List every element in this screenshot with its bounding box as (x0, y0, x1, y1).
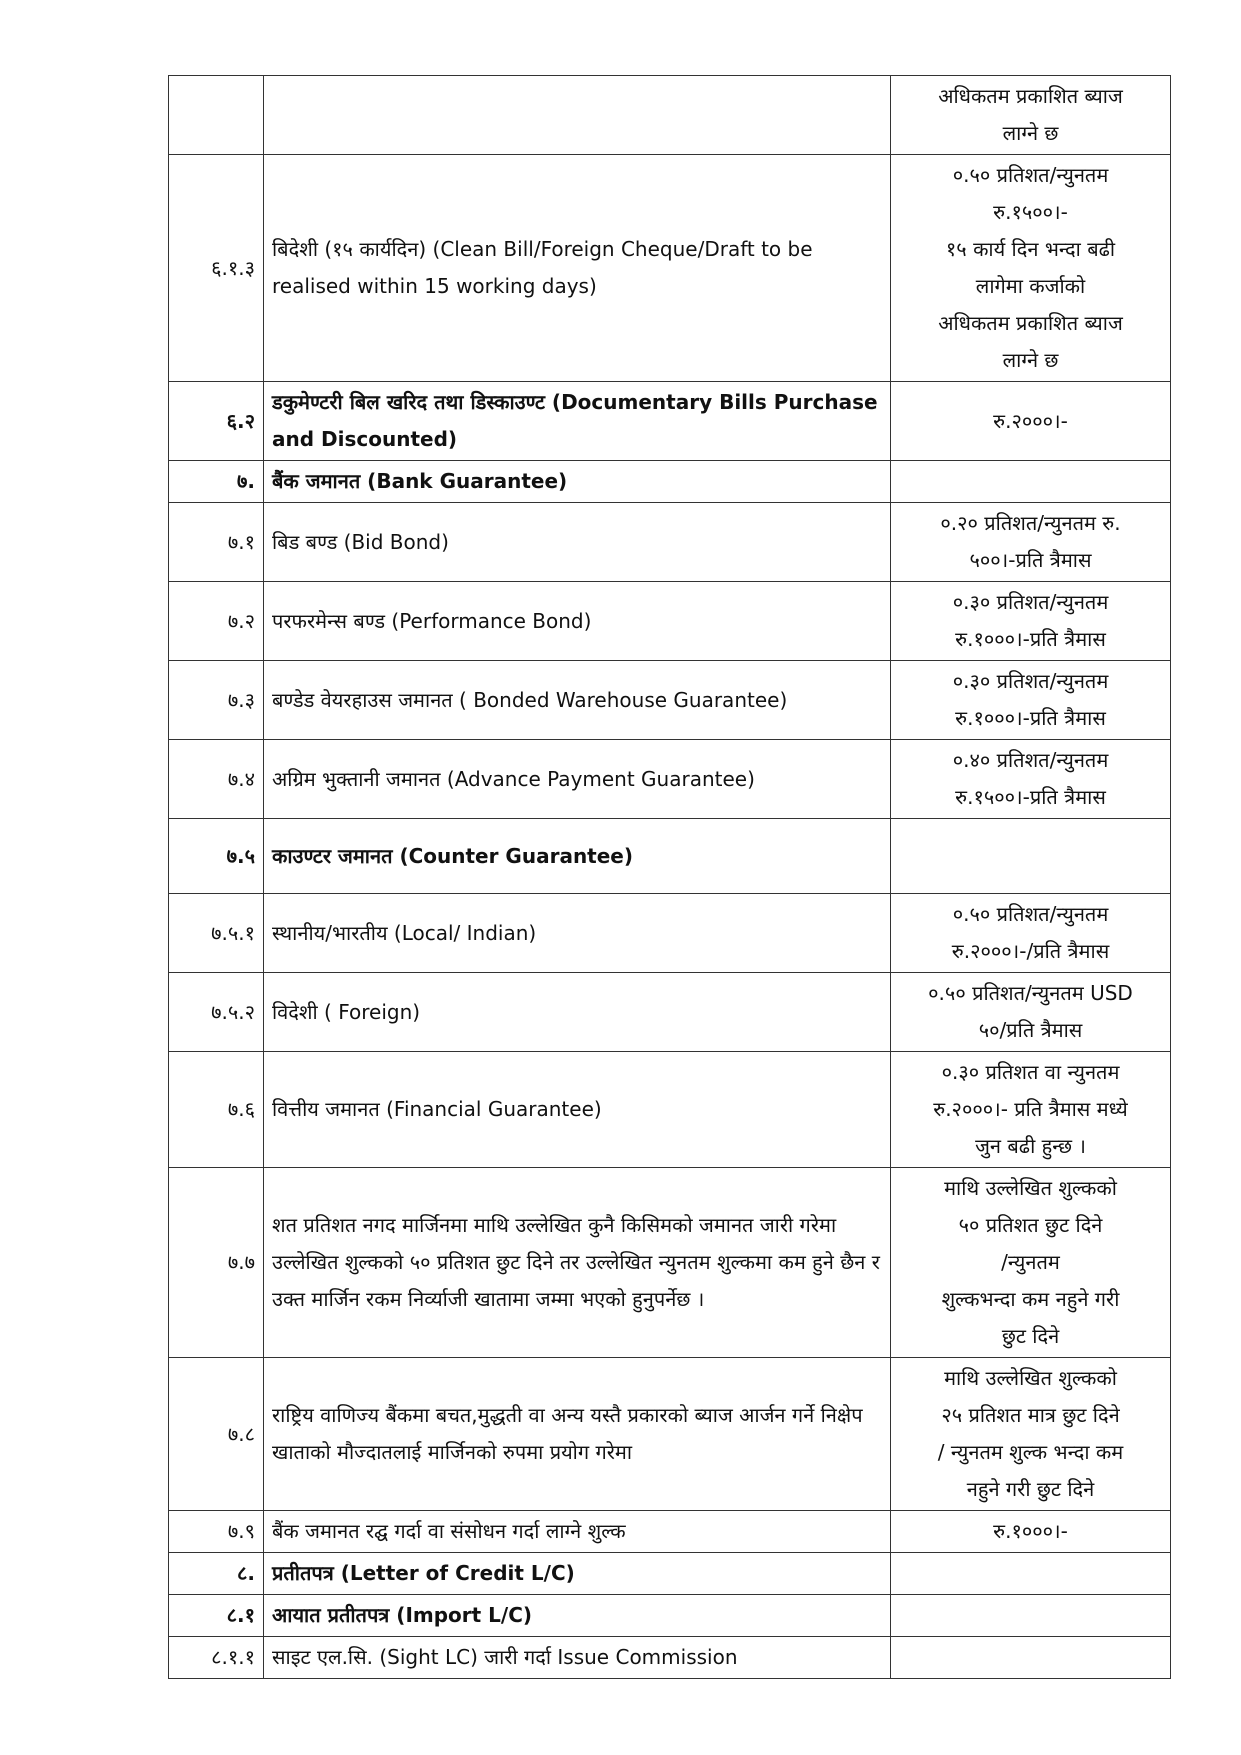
row-description: साइट एल.सि. (Sight LC) जारी गर्दा Issue Commission (264, 1637, 891, 1679)
table-row (169, 1052, 1171, 1168)
row-number: ७.६ (169, 1052, 264, 1168)
table-row (169, 582, 1171, 661)
table-row (169, 1553, 1171, 1595)
table-row (169, 1168, 1171, 1358)
fee-line: रु.२०००।- (993, 408, 1068, 433)
row-description: अग्रिम भुक्तानी जमानत (Advance Payment Guarantee) (264, 740, 891, 819)
row-number: ७.५.२ (169, 973, 264, 1052)
fee-line: रु.२०००।- प्रति त्रैमास मध्ये (933, 1097, 1128, 1121)
fee-line: २५ प्रतिशत मात्र छुट दिने (941, 1403, 1120, 1427)
fee-line: अधिकतम प्रकाशित ब्याज (938, 84, 1123, 108)
row-fee (891, 661, 1171, 740)
table-row (169, 1595, 1171, 1637)
row-fee (891, 1052, 1171, 1168)
row-number: ६.२ (169, 382, 264, 461)
fee-line: रु.१५००।-प्रति त्रैमास (955, 785, 1106, 809)
table-row (169, 503, 1171, 582)
table-row (169, 1358, 1171, 1511)
table-row (169, 76, 1171, 155)
fee-line: छुट दिने (1001, 1324, 1060, 1348)
row-description: विदेशी ( Foreign) (264, 973, 891, 1052)
table-row (169, 661, 1171, 740)
row-fee (891, 740, 1171, 819)
row-fee (891, 461, 1171, 503)
row-fee (891, 1595, 1171, 1637)
row-number: ६.१.३ (169, 155, 264, 382)
row-number: ७.४ (169, 740, 264, 819)
row-fee (891, 1637, 1171, 1679)
fee-line: लाग्ने छ (1002, 348, 1059, 372)
row-description: काउण्टर जमानत (Counter Guarantee) (264, 819, 891, 894)
table-row (169, 1637, 1171, 1679)
row-fee (891, 1168, 1171, 1358)
fee-line: ०.५० प्रतिशत/न्युनतम USD (928, 981, 1133, 1005)
row-fee (891, 819, 1171, 894)
row-description: आयात प्रतीतपत्र (Import L/C) (264, 1595, 891, 1637)
fee-line: लाग्ने छ (1002, 121, 1059, 145)
row-number: ७.५.१ (169, 894, 264, 973)
fee-line: जुन बढी हुन्छ । (975, 1134, 1086, 1158)
fee-line: माथि उल्लेखित शुल्कको (944, 1366, 1117, 1390)
row-description (264, 76, 891, 155)
fee-line: ०.४० प्रतिशत/न्युनतम (952, 748, 1109, 772)
table-row (169, 740, 1171, 819)
table-row (169, 894, 1171, 973)
fee-line: ०.२० प्रतिशत/न्युनतम रु. (940, 511, 1121, 535)
table-row (169, 155, 1171, 382)
row-description: डकुमेण्टरी बिल खरिद तथा डिस्काउण्ट (Documentary Bills Purchase and Discounted) (264, 382, 891, 461)
fee-line: ५० प्रतिशत छुट दिने (958, 1213, 1103, 1237)
row-number: ७.३ (169, 661, 264, 740)
fee-line: ०.३० प्रतिशत/न्युनतम (952, 669, 1109, 693)
fee-line: ०.५० प्रतिशत/न्युनतम (952, 902, 1109, 926)
row-fee (891, 382, 1171, 461)
fee-table-body (169, 76, 1171, 1679)
fee-line: रु.१०००।- (993, 1519, 1068, 1543)
row-fee (891, 155, 1171, 382)
fee-line: ५०/प्रति त्रैमास (978, 1018, 1083, 1042)
fee-table (168, 75, 1171, 1679)
fee-line: ०.३० प्रतिशत वा न्युनतम (941, 1060, 1120, 1084)
fee-line: नहुने गरी छुट दिने (966, 1477, 1095, 1501)
table-row (169, 382, 1171, 461)
row-number: ७.७ (169, 1168, 264, 1358)
row-fee (891, 503, 1171, 582)
row-description: बैंक जमानत (Bank Guarantee) (264, 461, 891, 503)
row-number: ७.८ (169, 1358, 264, 1511)
row-description: वित्तीय जमानत (Financial Guarantee) (264, 1052, 891, 1168)
row-description: बिड बण्ड (Bid Bond) (264, 503, 891, 582)
row-fee (891, 1553, 1171, 1595)
row-number: ७.५ (169, 819, 264, 894)
row-number: ७. (169, 461, 264, 503)
table-row (169, 973, 1171, 1052)
row-description: राष्ट्रिय वाणिज्य बैंकमा बचत,मुद्धती वा अन्य यस्तै प्रकारको ब्याज आर्जन गर्ने निक्षेप खाताको मौज्दातलाई मार्जिनको रुपमा प्रयोग गरेमा (264, 1358, 891, 1511)
fee-line: / न्युनतम शुल्क भन्दा कम (937, 1440, 1124, 1464)
fee-line: ०.५० प्रतिशत/न्युनतम (952, 163, 1109, 187)
row-description: शत प्रतिशत नगद मार्जिनमा माथि उल्लेखित कुनै किसिमको जमानत जारी गरेमा उल्लेखित शुल्कको ५० प्रतिशत छुट दिने तर उल्लेखित न्युनतम शुल्कमा कम हुने छैन र उक्त मार्जिन रकम निर्व्याजी खातामा जम्मा भएको हुनुपर्नेछ । (264, 1168, 891, 1358)
fee-line: ५००।-प्रति त्रैमास (969, 548, 1092, 572)
row-description: बैंक जमानत रद्घ गर्दा वा संसोधन गर्दा लाग्ने शुल्क (264, 1511, 891, 1553)
row-fee (891, 973, 1171, 1052)
table-row (169, 461, 1171, 503)
fee-line: शुल्कभन्दा कम नहुने गरी (941, 1287, 1120, 1311)
row-description: बिदेशी (१५ कार्यदिन) (Clean Bill/Foreign Cheque/Draft to be realised within 15 working days) (264, 155, 891, 382)
fee-line: लागेमा कर्जाको (975, 274, 1086, 298)
row-fee (891, 1358, 1171, 1511)
row-number: ८.१ (169, 1595, 264, 1637)
row-number: ७.९ (169, 1511, 264, 1553)
row-number: ८. (169, 1553, 264, 1595)
fee-line: ०.३० प्रतिशत/न्युनतम (952, 590, 1109, 614)
row-number: ७.१ (169, 503, 264, 582)
row-description: बण्डेड वेयरहाउस जमानत ( Bonded Warehouse Guarantee) (264, 661, 891, 740)
table-row (169, 1511, 1171, 1553)
fee-line: /न्युनतम (1001, 1250, 1060, 1274)
fee-line: रु.१०००।-प्रति त्रैमास (955, 706, 1106, 730)
row-description: स्थानीय/भारतीय (Local/ Indian) (264, 894, 891, 973)
fee-line: १५ कार्य दिन भन्दा बढी (945, 237, 1116, 261)
fee-line: रु.२०००।-/प्रति त्रैमास (951, 939, 1110, 963)
fee-line: रु.१०००।-प्रति त्रैमास (955, 627, 1106, 651)
row-description: प्रतीतपत्र (Letter of Credit L/C) (264, 1553, 891, 1595)
row-fee (891, 76, 1171, 155)
row-fee (891, 894, 1171, 973)
row-fee (891, 582, 1171, 661)
table-row (169, 819, 1171, 894)
fee-line: रु.१५००।- (993, 200, 1068, 224)
row-number (169, 76, 264, 155)
fee-line: माथि उल्लेखित शुल्कको (944, 1176, 1117, 1200)
row-description: परफरमेन्स बण्ड (Performance Bond) (264, 582, 891, 661)
row-fee (891, 1511, 1171, 1553)
fee-line: अधिकतम प्रकाशित ब्याज (938, 311, 1123, 335)
row-number: ८.१.१ (169, 1637, 264, 1679)
row-number: ७.२ (169, 582, 264, 661)
